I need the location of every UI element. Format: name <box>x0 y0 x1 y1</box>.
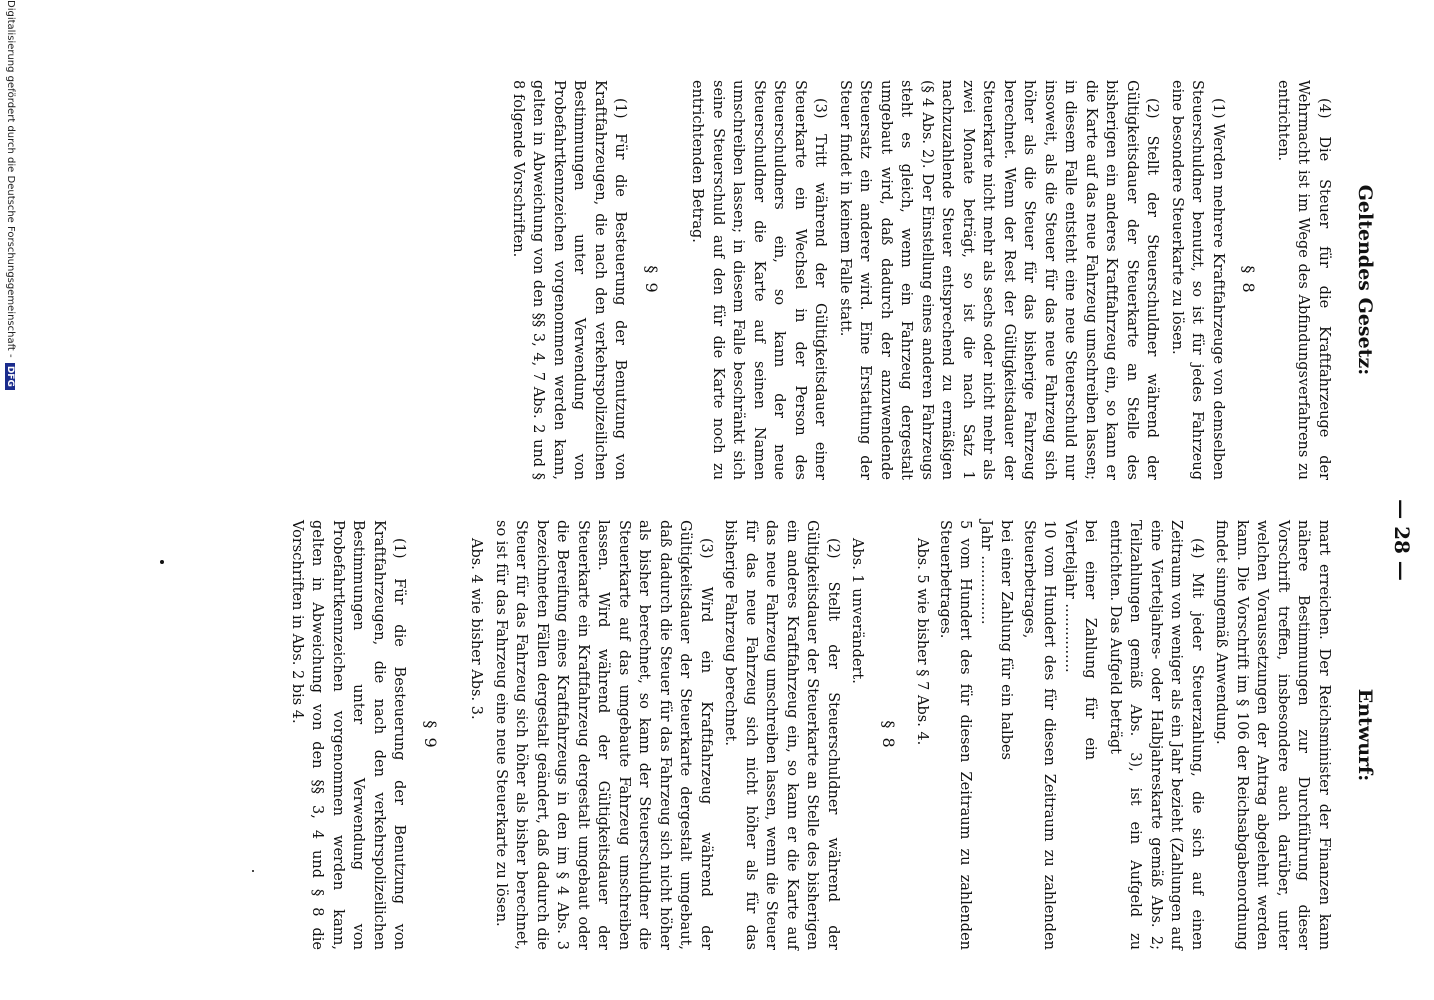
paragraph: (1) Für die Besteuerung der Benutzung von Kraftfahrzeugen, die nach den verkehrspolizeilichen Bestimmungen unter Verwendung von Probefahrtkennzeichen vorgenommen werden kann, gelten in Abweichung von den §§ 3, 4 und § 8 die Vorschriften in Abs. 2 bis 4. <box>289 520 408 950</box>
paragraph: (1) Werden mehrere Kraftfahrzeuge von demselben Steuerschuldner benutzt, so ist für jedes Fahrzeug eine besondere Steuerkarte zu lösen. <box>1169 80 1226 480</box>
dfg-logo: DFG <box>5 363 15 390</box>
section-heading: § 8 <box>1239 265 1259 295</box>
paragraph: (4) Die Steuer für die Kraftfahrzeuge der Wehrmacht ist im Wege des Abfindungsverfahrens zu entrichten. <box>1275 80 1332 480</box>
page-number: — 28 — <box>1390 499 1414 581</box>
paragraph: (2) Stellt der Steuerschuldner während der Gültigkeitsdauer der Steuerkarte an Stelle des bisherigen ein anderes Kraftfahrzeug ein, so kann er die Karte auf das neue Fahrzeug umschreiben lassen, wenn die Steuer für das neue Fahrzeug sich nicht höher als für das bisherige Fahrzeug berechnet. <box>722 520 841 950</box>
section-heading: § 9 <box>421 720 440 750</box>
rate-row <box>1019 520 1101 950</box>
paragraph: Abs. 5 wie bisher § 7 Abs. 4. <box>914 538 931 746</box>
header-current-law: Geltendes Gesetz: <box>1354 184 1376 376</box>
paragraph: Abs. 1 unverändert. <box>849 538 866 684</box>
header-draft: Entwurf: <box>1354 688 1376 782</box>
rate-value: 5 vom Hundert des für diesen Zeitraum zu zahlenden Steuerbetrages. <box>937 520 974 950</box>
section-heading: § 9 <box>642 265 661 295</box>
credit-text: Digitalisierung gefördert durch die Deutsche Forschungsgemeinschaft - <box>5 0 16 358</box>
paragraph: (3) Tritt während der Gültigkeitsdauer einer Steuerkarte ein Wechsel in der Person des Steuerschuldners ein, so kann der neue Steuerschuldner die Karte auf seinen Namen umschreiben lassen; in diesem Falle beschränkt sich seine Steuerschuld auf den für die Karte noch zu entrichtenden Betrag. <box>689 80 829 480</box>
paragraph: Abs. 4 wie bisher Abs. 3. <box>468 538 485 720</box>
paragraph: mart erreichen. Der Reichsminister der Finanzen kann nähere Bestimmungen zur Durchführung dieser Vorschrift treffen, insbesondere auch darüber, unter welchen Voraussetzungen der Antrag abgelehnt werden kann. Die Vorschrift im § 106 der Reichsabgabenordnung findet sinngemäß Anwendung. <box>1213 520 1332 950</box>
column-current-law <box>504 80 1335 480</box>
digitization-credit <box>5 0 16 1000</box>
ink-dot <box>252 870 254 872</box>
paragraph: (2) Stellt der Steuerschuldner während der Gültigkeitsdauer der Steuerkarte an Stelle des bisherigen ein anderes Kraftfahrzeug ein, so kann er die Karte auf das neue Fahrzeug umschreiben lassen; in diesem Falle entsteht eine neue Steuerschuld nur insoweit, als die Steuer für das neue Fahrzeug sich höher als die Steuer für das bisherige Fahrzeug berechnet. Wenn der Rest der Gültigkeitsdauer der Steuerkarte nicht mehr als sechs oder nicht mehr als zwei Monate beträgt, so ist die nach Satz 1 nachzuzahlende Steuer entsprechend zu ermäßigen (§ 4 Abs. 2). Der Einstellung eines anderen Fahrzeugs steht es gleich, wenn ein Fahrzeug dergestalt umgebaut wird, daß dadurch der anzuwendende Steuersatz ein anderer wird. Eine Erstattung der Steuer findet in keinem Falle statt. <box>837 80 1161 480</box>
rate-value: 10 vom Hundert des für diesen Zeitraum zu zahlenden Steuerbetrages, <box>1021 520 1058 950</box>
column-draft <box>283 520 1335 950</box>
rate-label: bei einer Zahlung für ein Vierteljahr ............... <box>1062 520 1099 760</box>
ink-dot <box>160 560 164 564</box>
paragraph: (1) Für die Besteuerung der Benutzung von Kraftfahrzeugen, die nach den verkehrspolizeilichen Bestimmungen unter Verwendung von Probefahrtkennzeichen vorgenommen werden kann, gelten in Abweichung von den §§ 3, 4, 7 Abs. 2 und § 8 folgende Vorschriften. <box>510 80 629 480</box>
rate-row <box>935 520 1017 950</box>
paragraph: (4) Mit jeder Steuerzahlung, die sich auf einen Zeitraum von weniger als ein Jahr bezieht (Zahlungen auf eine Vierteljahres- oder Halbjahreskarte gemäß Abs. 2; Teilzahlungen gemäß Abs. 3), ist ein Aufgeld zu entrichten. Das Aufgeld beträgt <box>1107 520 1205 950</box>
section-heading: § 8 <box>879 720 898 750</box>
rate-label: bei einer Zahlung für ein halbes Jahr ............... <box>978 520 1015 760</box>
paragraph: (3) Wird ein Kraftfahrzeug während der Gültigkeitsdauer der Steuerkarte dergestalt umgebaut, daß dadurch die Steuer für das Fahrzeug sich nicht höher als bisher berechnet, so kann der Steuerschuldner die Steuerkarte auf das umgebaute Fahrzeug umschreiben lassen. Wird während der Gültigkeitsdauer der Steuerkarte ein Kraftfahrzeug dergestalt umgebaut oder die Bereifung eines Kraftfahrzeugs in den im § 4 Abs. 3 bezeichneten Fällen dergestalt geändert, daß dadurch die Steuer für das Fahrzeug sich höher als bisher berechnet, so ist für das Fahrzeug eine neue Steuerkarte zu lösen. <box>493 520 714 950</box>
